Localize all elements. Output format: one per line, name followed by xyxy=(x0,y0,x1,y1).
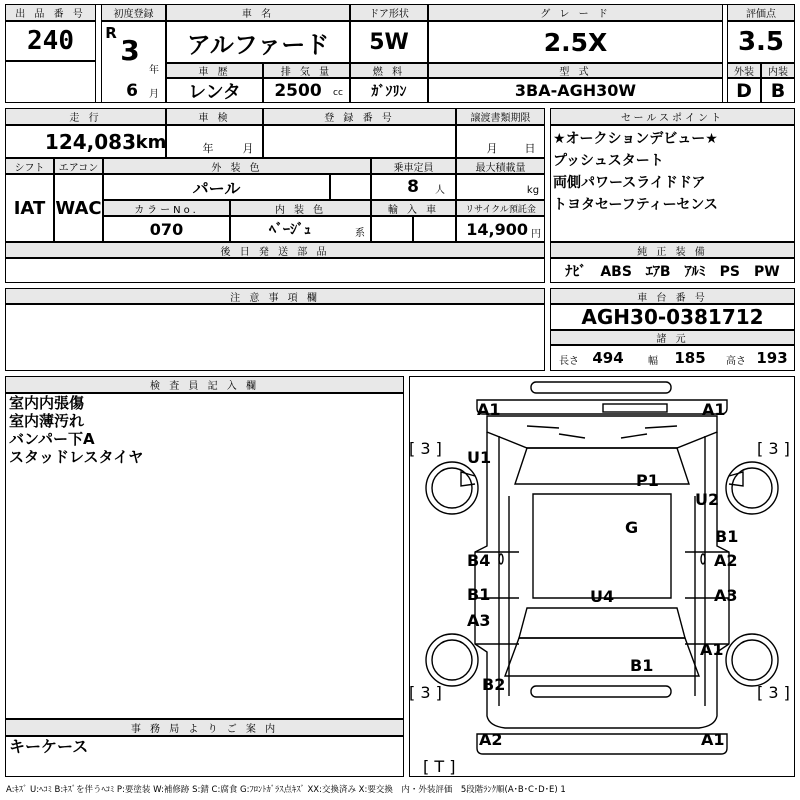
equipment: ﾅﾋﾞ ABS ｴｱB ｱﾙﾐ PS PW xyxy=(550,258,795,283)
mark-a1-rear: A1 xyxy=(701,730,725,749)
chassis-label: 車 台 番 号 xyxy=(550,288,795,304)
transfer-label: 譲渡書類期限 xyxy=(456,108,545,125)
legend: A:ｷｽﾞ U:ﾍｺﾐ B:ｷｽﾞを伴うﾍｺﾐ P:要塗装 W:補修跡 S:錆 C:腐食 G:ﾌﾛﾝﾄｶﾞﾗｽ点ｷｽﾞ XX:交換済み X:要交換 内・外装評価 5段階ﾗﾝｸ順(A･B･C･D･E) 1 xyxy=(6,784,566,795)
mark-a2-rear: A2 xyxy=(479,730,503,749)
inspection-label: 車 検 xyxy=(166,108,263,125)
inspector-note-3: バンパー下A xyxy=(9,430,95,448)
mark-b1-left: B1 xyxy=(467,585,491,604)
length: 494 xyxy=(592,349,624,367)
sales-point-3: 両側パワースライドドア xyxy=(553,175,706,191)
mark-tire-fr: [ 3 ] xyxy=(757,439,790,458)
inspector-note-4: スタッドレスタイヤ xyxy=(9,448,144,466)
mark-u4: U4 xyxy=(590,587,615,606)
mark-tire-rr: [ 3 ] xyxy=(757,683,790,702)
lot-blank xyxy=(5,61,96,103)
model: 3BA-AGH30W xyxy=(428,78,723,103)
import-box-a xyxy=(371,216,413,242)
score-label: 評価点 xyxy=(727,4,795,21)
mark-b4: B4 xyxy=(467,551,491,570)
reg-month: 6 xyxy=(126,81,138,101)
first-reg-label: 初度登録 xyxy=(101,4,166,21)
wheel-fr xyxy=(726,462,778,514)
reg-number-label: 登 録 番 号 xyxy=(263,108,456,125)
mileage-label: 走 行 xyxy=(5,108,166,125)
displacement-label: 排 気 量 xyxy=(263,63,350,78)
car-name: アルファード xyxy=(166,21,350,63)
mark-front-right: A1 xyxy=(702,400,726,419)
car-diagram xyxy=(409,376,795,777)
mirror-right xyxy=(729,472,743,486)
reg-year-unit: 年 xyxy=(149,64,159,76)
left-side-line xyxy=(499,436,509,706)
mark-front-left: A1 xyxy=(477,400,501,419)
sales-point-2: プッシュスタート xyxy=(553,153,664,169)
mark-a1-right: A1 xyxy=(700,640,724,659)
sales-points-label: セールスポイント xyxy=(550,108,795,125)
max-load-label: 最大積載量 xyxy=(456,158,545,174)
mark-tire-fl: [ 3 ] xyxy=(409,439,442,458)
era: R xyxy=(105,24,117,42)
transfer-day-unit: 日 xyxy=(524,142,536,155)
front-bumper-outline xyxy=(531,382,671,393)
fuel: ｶﾞｿﾘﾝ xyxy=(350,78,428,103)
width-label: 幅 xyxy=(648,355,658,367)
int-color-unit: 系 xyxy=(355,227,365,239)
office-note: キーケース xyxy=(9,737,89,756)
rear-hatch xyxy=(505,638,699,676)
ext-color: パール xyxy=(192,178,241,198)
rear-window xyxy=(519,608,685,638)
length-label: 長さ xyxy=(559,355,579,367)
handle-left xyxy=(499,554,503,564)
inspector-note-1: 室内内張傷 xyxy=(9,394,85,412)
car-name-label: 車 名 xyxy=(166,4,350,21)
grade: 2.5X xyxy=(428,21,723,63)
mark-b1-right-front: B1 xyxy=(715,527,739,546)
color-no: 070 xyxy=(103,216,230,242)
history-label: 車 歴 xyxy=(166,63,263,78)
int-color: ﾍﾞｰｼﾞｭ xyxy=(269,222,311,238)
grade-label: グ レ ー ド xyxy=(428,4,723,21)
transfer-month-unit: 月 xyxy=(486,142,498,155)
inspector-label: 検 査 員 記 入 欄 xyxy=(5,376,404,393)
interior-label: 内装 xyxy=(761,63,795,78)
color-no-label: カラーNo. xyxy=(103,200,230,216)
capacity-label: 乗車定員 xyxy=(371,158,456,174)
later-parts-label: 後 日 発 送 部 品 xyxy=(5,242,545,258)
height-label: 高さ xyxy=(726,355,746,367)
width: 185 xyxy=(674,349,706,367)
mark-b2: B2 xyxy=(482,675,506,694)
mileage: 124,083 xyxy=(44,130,136,154)
exterior-label: 外装 xyxy=(727,63,761,78)
mark-trunk: [ T ] xyxy=(423,757,456,776)
score: 3.5 xyxy=(727,21,795,63)
equipment-label: 純 正 装 備 xyxy=(550,242,795,258)
mark-a3-left: A3 xyxy=(467,611,491,630)
ext-color-extra xyxy=(330,174,371,200)
mark-b1-rear: B1 xyxy=(630,656,654,675)
inspection-month-unit: 月 xyxy=(242,142,254,155)
history: レンタ xyxy=(166,78,263,103)
door-label: ドア形状 xyxy=(350,4,428,21)
recycle-unit: 円 xyxy=(531,228,541,240)
sales-point-4: トヨタセーフティーセンス xyxy=(553,197,718,213)
ac-label: エアコン xyxy=(54,158,103,174)
notes-label: 注 意 事 項 欄 xyxy=(5,288,545,304)
hood xyxy=(487,416,717,448)
windshield-wipers xyxy=(559,434,647,438)
import-label: 輸 入 車 xyxy=(371,200,456,216)
roof xyxy=(533,494,671,598)
lot-number: 240 xyxy=(5,21,96,61)
later-parts-box xyxy=(5,258,545,283)
displacement-unit: cc xyxy=(333,88,343,98)
wheel-fl xyxy=(426,462,478,514)
mirror-left xyxy=(461,472,475,486)
chassis-number: AGH30-0381712 xyxy=(550,304,795,330)
front-plate xyxy=(603,404,667,412)
mark-a2-right: A2 xyxy=(714,551,738,570)
displacement: 2500 xyxy=(274,80,322,101)
lot-number-label: 出 品 番 号 xyxy=(5,4,96,21)
model-label: 型 式 xyxy=(428,63,723,78)
capacity: 8 xyxy=(407,177,419,197)
mark-tire-rl: [ 3 ] xyxy=(409,683,442,702)
mark-g: G xyxy=(625,518,639,537)
int-color-label: 内 装 色 xyxy=(230,200,371,216)
office-label: 事 務 局 よ り ご 案 内 xyxy=(5,719,404,736)
ext-color-label: 外 装 色 xyxy=(103,158,371,174)
inspector-note-2: 室内薄汚れ xyxy=(9,412,85,430)
wheel-rl xyxy=(426,634,478,686)
grille xyxy=(527,426,677,428)
height: 193 xyxy=(756,349,788,367)
door: 5W xyxy=(350,21,428,63)
wheel-rr xyxy=(726,634,778,686)
handle-right xyxy=(701,554,705,564)
mark-p1: P1 xyxy=(636,471,659,490)
notes-box xyxy=(5,304,545,371)
reg-number-box xyxy=(263,125,456,158)
import-box-b xyxy=(413,216,456,242)
inspection-year-unit: 年 xyxy=(202,142,214,155)
sales-point-1: ★オークションデビュー★ xyxy=(553,131,718,147)
recycle: 14,900 xyxy=(466,219,528,239)
reg-year: 3 xyxy=(120,33,140,67)
max-load-unit: kg xyxy=(526,184,540,196)
reg-month-unit: 月 xyxy=(149,88,159,100)
specs-label: 諸 元 xyxy=(550,330,795,345)
rear-bumper-outline xyxy=(531,686,671,697)
exterior-score: D xyxy=(727,78,761,103)
shift: IAT xyxy=(5,174,54,242)
capacity-unit: 人 xyxy=(435,184,445,196)
fuel-label: 燃 料 xyxy=(350,63,428,78)
windshield xyxy=(515,448,689,484)
right-side-line xyxy=(695,436,705,706)
rear-bumper xyxy=(477,734,727,754)
shift-label: シフト xyxy=(5,158,54,174)
mark-u1: U1 xyxy=(467,448,492,467)
interior-score: B xyxy=(761,78,795,103)
ac: WAC xyxy=(54,174,103,242)
recycle-label: リサイクル預託金 xyxy=(456,200,545,216)
front-bumper xyxy=(477,400,727,414)
body-outline xyxy=(475,432,729,728)
mark-a3-right: A3 xyxy=(714,586,738,605)
mileage-unit: km xyxy=(135,131,167,153)
mark-u2: U2 xyxy=(695,490,720,509)
